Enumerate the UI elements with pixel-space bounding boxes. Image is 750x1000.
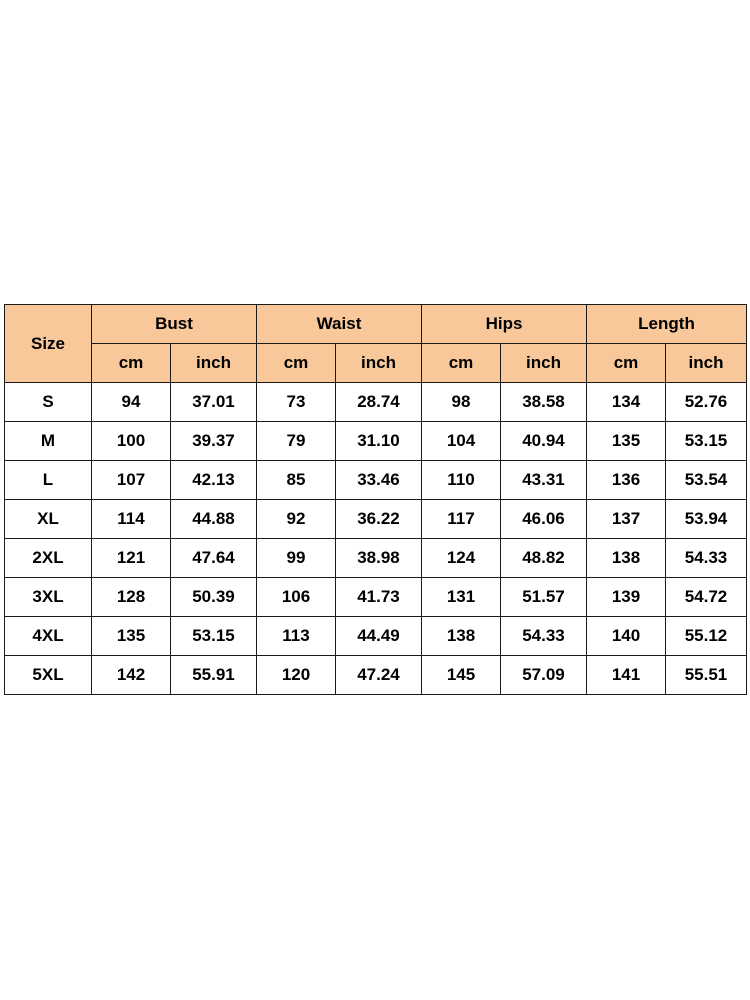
cell-size: 3XL	[5, 578, 92, 617]
header-row-groups	[5, 305, 747, 344]
cell-waist-cm: 113	[257, 617, 336, 656]
cell-length-cm: 136	[587, 461, 666, 500]
cell-hips-inch: 54.33	[501, 617, 587, 656]
cell-bust-inch: 53.15	[171, 617, 257, 656]
cell-hips-inch: 40.94	[501, 422, 587, 461]
cell-bust-cm: 128	[92, 578, 171, 617]
table-header	[5, 305, 747, 383]
cell-hips-cm: 98	[422, 383, 501, 422]
cell-waist-inch: 31.10	[336, 422, 422, 461]
cell-waist-inch: 38.98	[336, 539, 422, 578]
cell-waist-cm: 106	[257, 578, 336, 617]
cell-bust-inch: 55.91	[171, 656, 257, 695]
cell-waist-inch: 28.74	[336, 383, 422, 422]
cell-length-cm: 139	[587, 578, 666, 617]
size-chart-table	[4, 304, 747, 695]
cell-size: XL	[5, 500, 92, 539]
cell-bust-cm: 100	[92, 422, 171, 461]
table-row	[5, 617, 747, 656]
table-row	[5, 500, 747, 539]
cell-waist-inch: 47.24	[336, 656, 422, 695]
cell-hips-cm: 145	[422, 656, 501, 695]
unit-header: cm	[92, 344, 171, 383]
cell-hips-inch: 46.06	[501, 500, 587, 539]
cell-length-cm: 138	[587, 539, 666, 578]
cell-bust-inch: 50.39	[171, 578, 257, 617]
cell-bust-cm: 94	[92, 383, 171, 422]
unit-header: cm	[587, 344, 666, 383]
unit-header: cm	[257, 344, 336, 383]
cell-length-inch: 54.72	[666, 578, 747, 617]
cell-size: L	[5, 461, 92, 500]
cell-length-inch: 55.51	[666, 656, 747, 695]
cell-size: 4XL	[5, 617, 92, 656]
cell-length-cm: 137	[587, 500, 666, 539]
cell-waist-inch: 36.22	[336, 500, 422, 539]
cell-waist-inch: 33.46	[336, 461, 422, 500]
cell-length-inch: 55.12	[666, 617, 747, 656]
cell-size: 2XL	[5, 539, 92, 578]
cell-bust-cm: 135	[92, 617, 171, 656]
table-row	[5, 383, 747, 422]
cell-hips-cm: 104	[422, 422, 501, 461]
table-row	[5, 578, 747, 617]
unit-header: inch	[171, 344, 257, 383]
cell-waist-cm: 85	[257, 461, 336, 500]
cell-length-cm: 135	[587, 422, 666, 461]
cell-hips-cm: 117	[422, 500, 501, 539]
cell-hips-inch: 48.82	[501, 539, 587, 578]
cell-hips-cm: 110	[422, 461, 501, 500]
unit-header: inch	[666, 344, 747, 383]
table-body	[5, 383, 747, 695]
header-row-units	[5, 344, 747, 383]
table-row	[5, 461, 747, 500]
cell-size: S	[5, 383, 92, 422]
group-header-length: Length	[587, 305, 747, 344]
cell-waist-cm: 99	[257, 539, 336, 578]
cell-waist-inch: 41.73	[336, 578, 422, 617]
group-header-bust: Bust	[92, 305, 257, 344]
group-header-hips: Hips	[422, 305, 587, 344]
cell-hips-cm: 131	[422, 578, 501, 617]
table-row	[5, 539, 747, 578]
cell-hips-inch: 43.31	[501, 461, 587, 500]
size-header: Size	[5, 305, 92, 383]
group-header-waist: Waist	[257, 305, 422, 344]
cell-length-cm: 134	[587, 383, 666, 422]
cell-length-inch: 54.33	[666, 539, 747, 578]
cell-bust-inch: 37.01	[171, 383, 257, 422]
cell-bust-inch: 47.64	[171, 539, 257, 578]
cell-waist-cm: 120	[257, 656, 336, 695]
cell-hips-cm: 124	[422, 539, 501, 578]
cell-hips-cm: 138	[422, 617, 501, 656]
cell-hips-inch: 57.09	[501, 656, 587, 695]
cell-bust-cm: 121	[92, 539, 171, 578]
cell-bust-inch: 39.37	[171, 422, 257, 461]
unit-header: inch	[336, 344, 422, 383]
cell-hips-inch: 51.57	[501, 578, 587, 617]
cell-bust-cm: 107	[92, 461, 171, 500]
cell-bust-cm: 114	[92, 500, 171, 539]
table-row	[5, 656, 747, 695]
cell-size: 5XL	[5, 656, 92, 695]
cell-waist-cm: 92	[257, 500, 336, 539]
cell-waist-cm: 79	[257, 422, 336, 461]
cell-bust-inch: 42.13	[171, 461, 257, 500]
cell-length-cm: 140	[587, 617, 666, 656]
cell-length-inch: 53.94	[666, 500, 747, 539]
cell-waist-cm: 73	[257, 383, 336, 422]
unit-header: inch	[501, 344, 587, 383]
cell-bust-inch: 44.88	[171, 500, 257, 539]
cell-size: M	[5, 422, 92, 461]
table-row	[5, 422, 747, 461]
cell-length-inch: 52.76	[666, 383, 747, 422]
unit-header: cm	[422, 344, 501, 383]
cell-length-inch: 53.15	[666, 422, 747, 461]
cell-hips-inch: 38.58	[501, 383, 587, 422]
cell-waist-inch: 44.49	[336, 617, 422, 656]
cell-bust-cm: 142	[92, 656, 171, 695]
cell-length-cm: 141	[587, 656, 666, 695]
cell-length-inch: 53.54	[666, 461, 747, 500]
